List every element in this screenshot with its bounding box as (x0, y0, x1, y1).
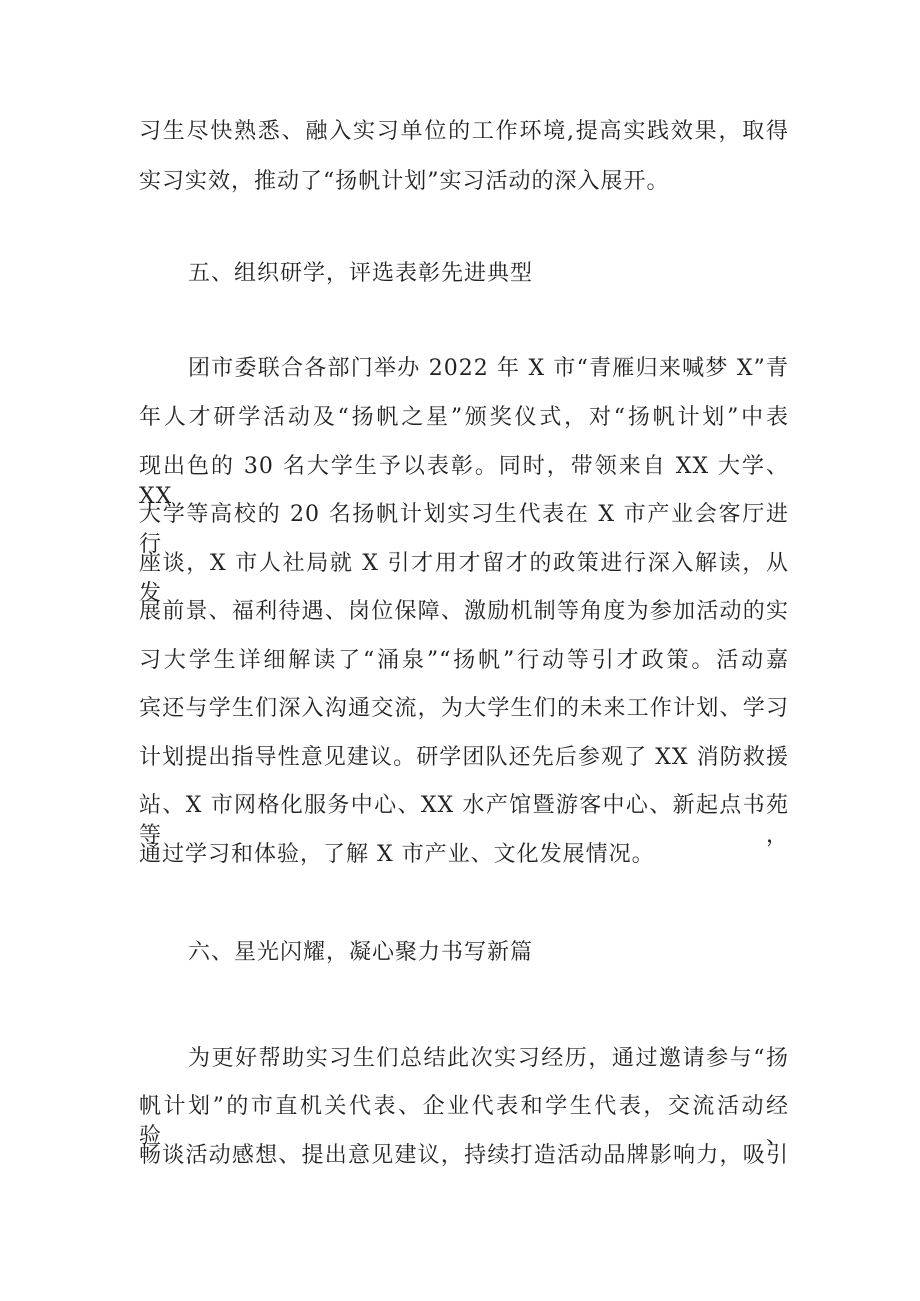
paragraph-line: 习生尽快熟悉、融入实习单位的工作环境,提高实践效果，取得 (139, 119, 789, 144)
paragraph-line: 现出色的 30 名大学生予以表彰。同时，带领来自 XX 大学、XX (139, 454, 789, 509)
paragraph-line: 为更好帮助实习生们总结此次实习经历，通过邀请参与“扬 (188, 1046, 789, 1071)
section-heading-6: 六、星光闪耀，凝心聚力书写新篇 (188, 940, 534, 965)
section-heading-5: 五、组织研学，评选表彰先进典型 (188, 261, 534, 286)
paragraph-line: 宾还与学生们深入沟通交流，为大学生们的未来工作计划、学习 (139, 696, 789, 721)
paragraph-line: 大学等高校的 20 名扬帆计划实习生代表在 X 市产业会客厅进行 (139, 502, 789, 557)
paragraph-line: 展前景、福利待遇、岗位保障、激励机制等角度为参加活动的实 (139, 599, 789, 624)
paragraph-line: 站、X 市网格化服务中心、XX 水产馆暨游客中心、新起点书苑等， (139, 793, 789, 848)
paragraph-line: 通过学习和体验，了解 X 市产业、文化发展情况。 (139, 842, 655, 867)
paragraph-line: 计划提出指导性意见建议。研学团队还先后参观了 XX 消防救援 (139, 745, 789, 770)
paragraph-line: 实习实效，推动了“扬帆计划”实习活动的深入展开。 (139, 169, 670, 194)
paragraph-line: 年人才研学活动及“扬帆之星”颁奖仪式，对“扬帆计划”中表 (139, 405, 789, 430)
paragraph-line: 习大学生详细解读了“涌泉”“扬帆”行动等引才政策。活动嘉 (139, 648, 789, 673)
paragraph-line: 团市委联合各部门举办 2022 年 X 市“青雁归来喊梦 X”青 (188, 356, 789, 381)
paragraph-line: 帆计划”的市直机关代表、企业代表和学生代表，交流活动经验、 (139, 1094, 789, 1149)
paragraph-line: 座谈，X 市人社局就 X 引才用才留才的政策进行深入解读，从发 (139, 551, 789, 606)
paragraph-line: 畅谈活动感想、提出意见建议，持续打造活动品牌影响力，吸引 (139, 1143, 789, 1168)
